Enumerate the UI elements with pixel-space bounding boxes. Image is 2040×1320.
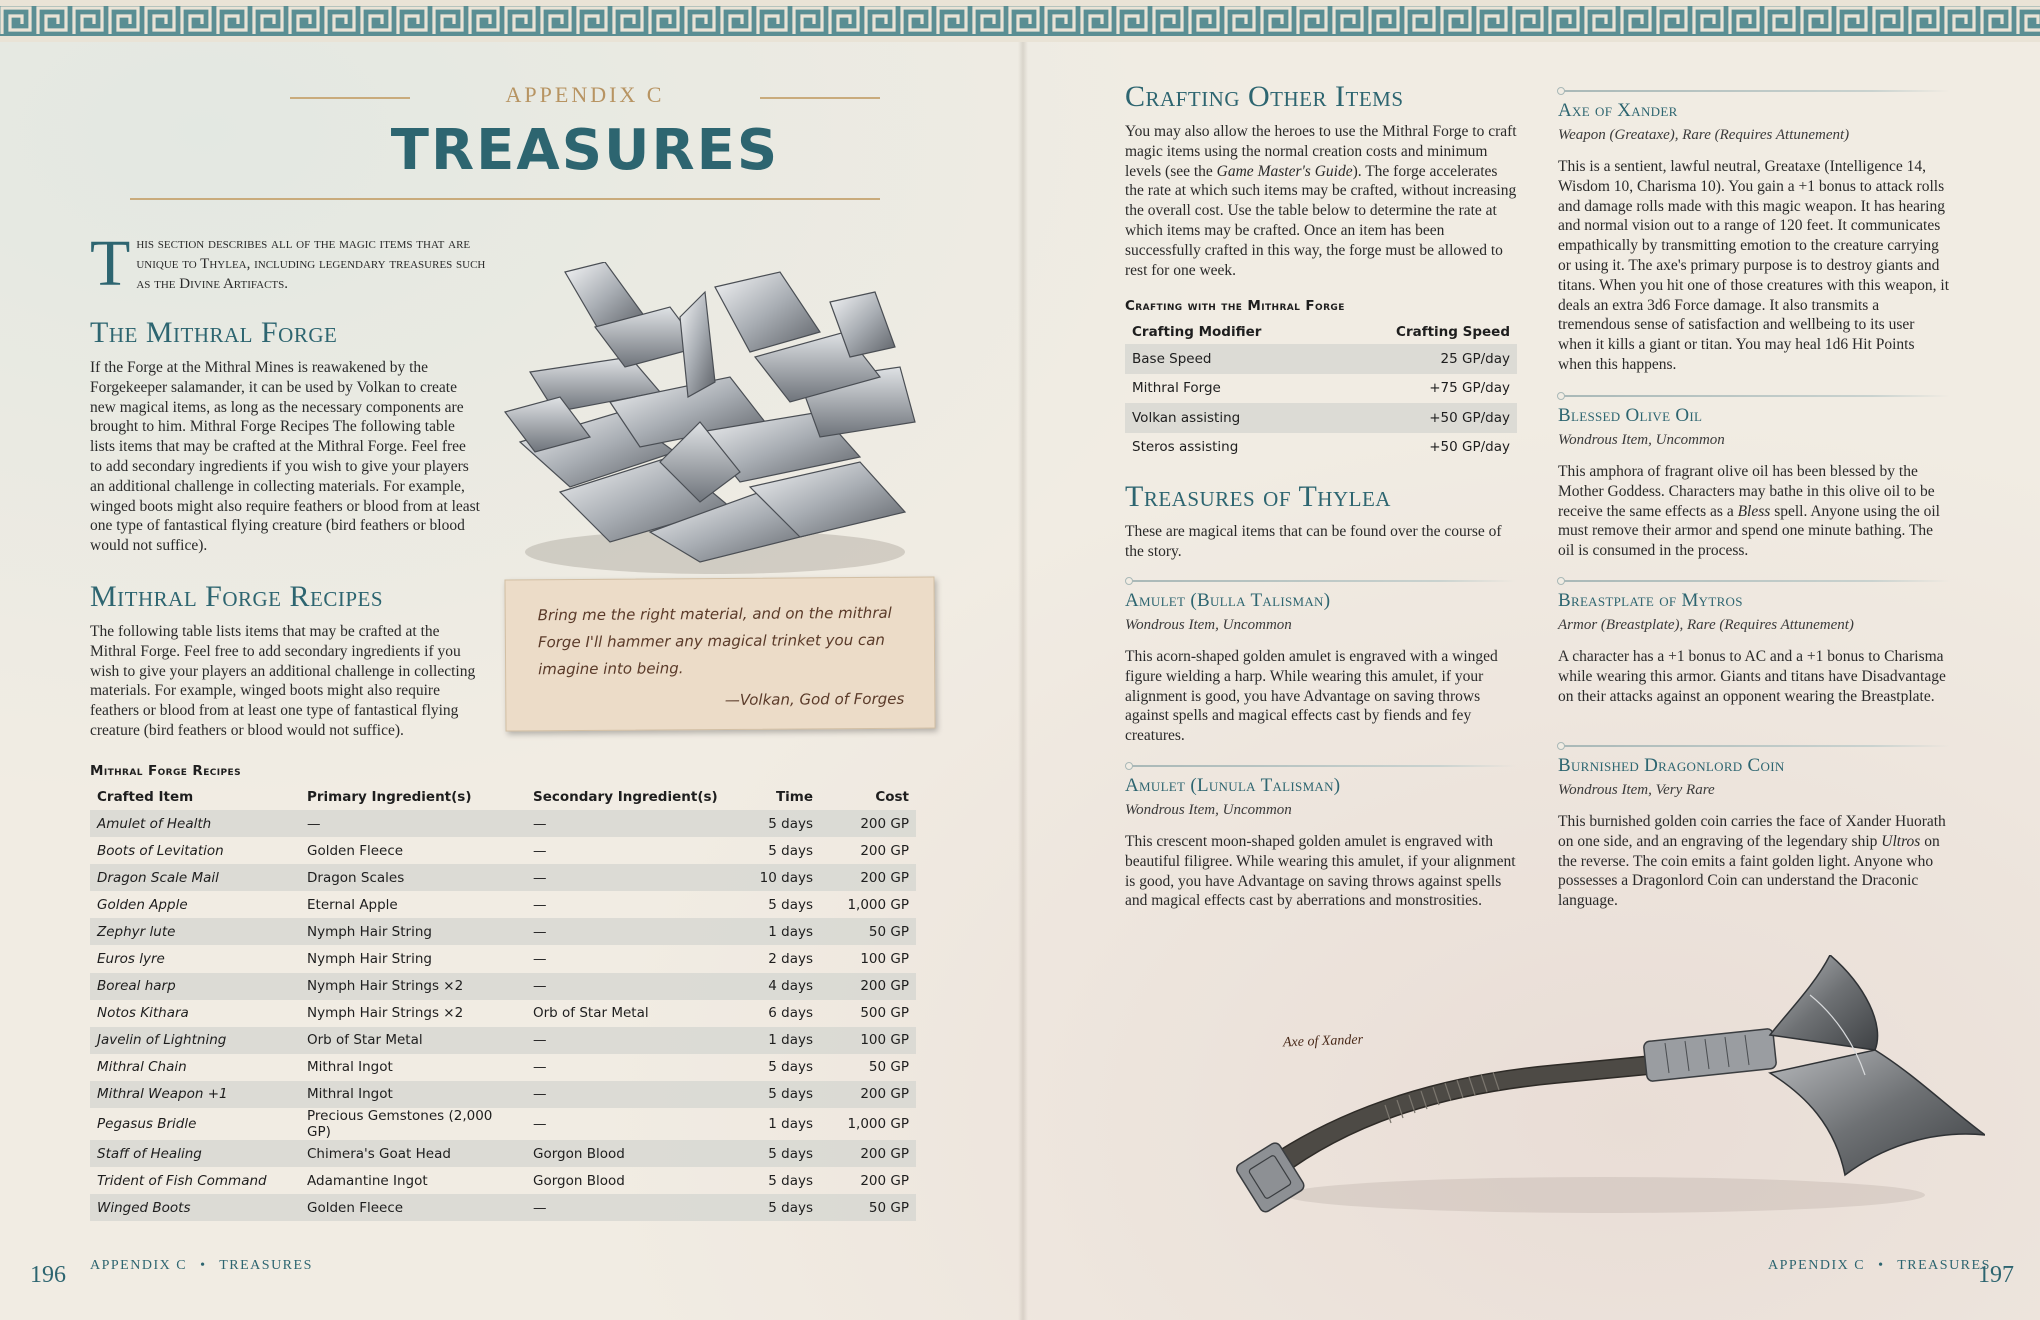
table-row xyxy=(90,1108,916,1140)
column-header: Cost xyxy=(875,789,909,805)
table-cell: — xyxy=(533,842,547,859)
running-head-section: TREASURES xyxy=(219,1258,313,1273)
recipes-table-body xyxy=(90,810,916,1221)
table-cell: Golden Fleece xyxy=(300,1194,526,1221)
table-cell: 5 days xyxy=(768,842,813,859)
table-row xyxy=(90,1081,916,1108)
table-cell: 200 GP xyxy=(820,864,916,891)
table-cell: Eternal Apple xyxy=(307,896,398,913)
section-rule xyxy=(1560,90,1950,92)
desc-part: on the reverse. The coin emits a faint golden light. Anyone who possesses a Dragonlord Coin can understand the Draconic language. xyxy=(1558,832,1940,910)
table-cell: 500 GP xyxy=(860,1005,909,1022)
table-cell: 1,000 GP xyxy=(847,896,909,913)
table-cell: Dragon Scale Mail xyxy=(90,864,300,891)
heading-mithral-forge: The Mithral Forge xyxy=(90,316,338,349)
table-header-row xyxy=(90,784,916,810)
page-gutter xyxy=(1018,42,1028,1320)
table-cell: 100 GP xyxy=(860,951,909,968)
table-cell: Staff of Healing xyxy=(90,1140,300,1167)
column-header: Time xyxy=(775,789,813,805)
running-head-label: APPENDIX C xyxy=(1768,1258,1866,1273)
table-row xyxy=(90,1140,916,1167)
table-row xyxy=(90,1027,916,1054)
table-cell: — xyxy=(526,918,726,945)
table-row xyxy=(90,1000,916,1027)
table-row xyxy=(90,918,916,945)
table-cell: Base Speed xyxy=(1125,344,1332,374)
table-cell: +50 GP/day xyxy=(1429,439,1510,456)
recipes-section-body: The following table lists items that may be crafted at the Mithral Forge. Feel free to add secondary ingredients if you wish to give your players an additional challenge in collecting materials. For example, winged boots might also require feathers or blood from at least one type of fantastical flying creature (bird feathers or blood would not suffice). xyxy=(90,623,476,739)
table-cell: 200 GP xyxy=(820,973,916,1000)
item-description xyxy=(1558,462,1950,561)
heading-crafting-other-items: Crafting Other Items xyxy=(1125,80,1404,113)
appendix-label: APPENDIX C xyxy=(505,82,665,107)
item-type: Armor (Breastplate), Rare (Requires Attunement) xyxy=(1558,617,1854,633)
running-head-section: TREASURES xyxy=(1897,1258,1991,1273)
treasures-body: These are magical items that can be found over the course of the story. xyxy=(1125,523,1502,560)
column-header: Secondary Ingredient(s) xyxy=(533,789,718,805)
recipes-table-caption: Mithral Forge Recipes xyxy=(90,763,241,779)
table-cell: Gorgon Blood xyxy=(526,1140,726,1167)
running-head-bullet: • xyxy=(1878,1258,1885,1273)
item-name: Breastplate of Mytros xyxy=(1558,590,1743,611)
item-name: Axe of Xander xyxy=(1558,100,1678,121)
column-header: Crafting Speed xyxy=(1396,324,1510,340)
table-cell: +50 GP/day xyxy=(1332,403,1517,433)
table-cell: Winged Boots xyxy=(90,1194,300,1221)
table-cell: Notos Kithara xyxy=(97,1005,189,1022)
item-type: Weapon (Greataxe), Rare (Requires Attunement) xyxy=(1558,127,1850,143)
table-cell: — xyxy=(533,1116,547,1133)
quote-note xyxy=(504,577,935,732)
table-cell: — xyxy=(533,1059,547,1076)
table-cell: Golden Apple xyxy=(97,896,188,913)
desc-part: This amphora of fragrant olive oil has been blessed by the Mother Goddess. Characters may bathe in this olive oil to be receive the same effects as a xyxy=(1558,463,1935,520)
title-underline xyxy=(130,198,880,200)
table-cell: Boreal harp xyxy=(90,973,300,1000)
table-cell: — xyxy=(526,1194,726,1221)
table-row xyxy=(1125,374,1517,404)
section-rule xyxy=(1128,765,1516,767)
table-cell: Gorgon Blood xyxy=(533,1172,625,1189)
table-cell: Pegasus Bridle xyxy=(97,1116,197,1133)
quote-attribution: —Volkan, God of Forges xyxy=(724,689,905,709)
intro-paragraph xyxy=(90,227,490,300)
table-cell: Zephyr lute xyxy=(90,918,300,945)
greek-key-pattern xyxy=(0,0,2040,42)
table-cell: Volkan assisting xyxy=(1125,403,1332,433)
table-row xyxy=(90,837,916,864)
item-description xyxy=(1558,812,1950,911)
table-cell: 1 days xyxy=(726,918,820,945)
heading-treasures-of-thylea: Treasures of Thylea xyxy=(1125,480,1391,513)
table-cell: Mithral Forge xyxy=(1132,380,1221,397)
table-cell: 5 days xyxy=(726,1140,820,1167)
table-cell: Orb of Star Metal xyxy=(300,1027,526,1054)
item-type: Wondrous Item, Very Rare xyxy=(1558,782,1715,798)
table-cell: Mithral Ingot xyxy=(300,1081,526,1108)
item-description: A character has a +1 bonus to AC and a +1 bonus to Charisma while wearing this armor. Giants and titans have Disadvantage on their attacks against an opponent wearing the Breastplate. xyxy=(1558,648,1946,705)
item-name: Amulet (Bulla Talisman) xyxy=(1125,590,1331,611)
table-cell: Steros assisting xyxy=(1132,439,1239,456)
running-head-label: APPENDIX C xyxy=(90,1258,188,1273)
item-name: Burnished Dragonlord Coin xyxy=(1558,755,1785,776)
item-name: Amulet (Lunula Talisman) xyxy=(1125,775,1341,796)
desc-part: This burnished golden coin carries the face of Xander Huorath on one side, and an engraving of the legendary ship xyxy=(1558,813,1946,850)
desc-italic: Bless xyxy=(1737,502,1771,520)
section-rule xyxy=(1560,580,1950,582)
table-cell: 2 days xyxy=(768,951,813,968)
section-rule xyxy=(1560,395,1950,397)
page-number-right: 197 xyxy=(1978,1262,2014,1288)
table-cell: 5 days xyxy=(768,1172,813,1189)
column-header: Primary Ingredient(s) xyxy=(307,789,472,805)
table-cell: — xyxy=(526,1081,726,1108)
greek-key-border xyxy=(0,0,2040,42)
drop-cap: T xyxy=(90,227,131,300)
item-name: Blessed Olive Oil xyxy=(1558,405,1703,426)
crafting-table-body xyxy=(1125,344,1517,462)
mithral-ingots-illustration xyxy=(500,262,920,582)
table-cell: 5 days xyxy=(726,810,820,837)
table-cell: 200 GP xyxy=(820,1081,916,1108)
table-row xyxy=(90,973,916,1000)
table-row xyxy=(90,891,916,918)
table-cell: Trident of Fish Command xyxy=(97,1172,267,1189)
crafting-table-caption: Crafting with the Mithral Forge xyxy=(1125,298,1345,314)
item-description: This is a sentient, lawful neutral, Greataxe (Intelligence 14, Wisdom 10, Charisma 10). You gain a +1 bonus to attack rolls and damage rolls made with this magic weapon. It has hearing and normal vision out to a range of 120 feet. It communicates empathically by transmitting emotion to the creature carrying or using it. The axe's primary purpose is to destroy giants and titans. When you hit one of those creatures with this weapon, it deals an extra 3d6 Force damage. It also transmits a tremendous sense of satisfaction and wellbeing to its user when it kills a giant or titan. You may heal 1d6 Hit Points when this happens. xyxy=(1558,158,1950,373)
table-cell: 4 days xyxy=(726,973,820,1000)
table-row xyxy=(1125,433,1517,463)
table-cell: Mithral Chain xyxy=(97,1059,187,1076)
table-cell: Chimera's Goat Head xyxy=(300,1140,526,1167)
item-type: Wondrous Item, Uncommon xyxy=(1558,432,1725,448)
table-cell: 1,000 GP xyxy=(847,1116,909,1133)
axe-of-xander-illustration xyxy=(1225,955,1985,1225)
running-head-left xyxy=(90,1258,313,1274)
table-row xyxy=(90,1194,916,1221)
table-cell: — xyxy=(526,973,726,1000)
table-cell: 5 days xyxy=(726,1194,820,1221)
crafting-table xyxy=(1125,320,1517,462)
table-cell: 200 GP xyxy=(820,1140,916,1167)
item-description: This crescent moon-shaped golden amulet is engraved with beautiful filigree. While wearing this amulet, if your alignment is good, you have Advantage on saving throws against spells and magical effects cast by aberrations and monstrosities. xyxy=(1125,833,1516,910)
heading-mithral-forge-recipes: Mithral Forge Recipes xyxy=(90,580,384,613)
section-rule xyxy=(1128,580,1516,582)
table-cell: — xyxy=(526,1027,726,1054)
table-cell: Boots of Levitation xyxy=(97,842,224,859)
desc-italic: Ultros xyxy=(1881,832,1921,850)
recipes-table xyxy=(90,784,916,1221)
table-row xyxy=(90,945,916,972)
table-cell: 1 days xyxy=(768,1116,813,1133)
table-cell: +75 GP/day xyxy=(1429,380,1510,397)
desc-part: spell. Anyone using the oil must remove their armor and spend one minute bathing. The oil is consumed in the process. xyxy=(1558,502,1940,560)
crafting-body-italic: Game Master's Guide xyxy=(1216,162,1353,180)
mithral-forge-body: If the Forge at the Mithral Mines is reawakened by the Forgekeeper salamander, it can be used by Volkan to create new magical items, as long as the necessary components are brought to him. Mithral Forge Recipes The following table lists items that may be crafted at the Mithral Forge. Feel free to add secondary ingredients if you wish to give your players an additional challenge in collecting materials. For example, winged boots might also require feathers or blood from at least one type of fantastical flying creature (bird feathers or blood would not suffice). xyxy=(90,359,480,555)
table-row xyxy=(1125,344,1517,374)
table-cell: 5 days xyxy=(768,1059,813,1076)
page-title: TREASURES xyxy=(390,118,780,183)
table-cell: 1 days xyxy=(726,1027,820,1054)
table-cell: — xyxy=(526,864,726,891)
table-row xyxy=(90,864,916,891)
table-cell: Orb of Star Metal xyxy=(533,1005,649,1022)
table-cell: Precious Gemstones (2,000 GP) xyxy=(307,1108,493,1141)
table-cell: 5 days xyxy=(768,896,813,913)
crafting-body-part: ). The forge accelerates the rate at which such items may be crafted, without increasing the overall cost. Use the table below to determine the rate at which items may be crafted. Once an item has been successfully crafted in this way, the forge must be allowed to rest for one week. xyxy=(1125,162,1517,279)
table-cell: 6 days xyxy=(768,1005,813,1022)
table-header-row xyxy=(1125,320,1517,344)
table-cell: 200 GP xyxy=(860,842,909,859)
column-header: Crafted Item xyxy=(97,789,194,805)
table-cell: Nymph Hair Strings ×2 xyxy=(300,973,526,1000)
table-cell: — xyxy=(533,896,547,913)
item-type: Wondrous Item, Uncommon xyxy=(1125,617,1292,633)
table-cell: Nymph Hair String xyxy=(300,918,526,945)
table-cell: 200 GP xyxy=(860,1172,909,1189)
table-cell: — xyxy=(526,810,726,837)
item-type: Wondrous Item, Uncommon xyxy=(1125,802,1292,818)
table-cell: Nymph Hair String xyxy=(307,951,432,968)
table-cell: 200 GP xyxy=(820,810,916,837)
table-cell: 10 days xyxy=(726,864,820,891)
column-header: Crafting Modifier xyxy=(1132,324,1262,340)
table-cell: 25 GP/day xyxy=(1332,344,1517,374)
table-cell: 50 GP xyxy=(820,1194,916,1221)
table-cell: 5 days xyxy=(726,1081,820,1108)
section-rule xyxy=(1560,745,1950,747)
table-cell: Amulet of Health xyxy=(90,810,300,837)
crafting-other-body xyxy=(1125,122,1517,280)
table-row xyxy=(1125,403,1517,433)
table-cell: — xyxy=(533,951,547,968)
running-head-bullet: • xyxy=(200,1258,207,1273)
table-cell: Javelin of Lightning xyxy=(90,1027,300,1054)
table-cell: 50 GP xyxy=(820,918,916,945)
page-number-left: 196 xyxy=(30,1262,66,1288)
intro-text: his section describes all of the magic items that are unique to Thylea, including legendary treasures such as the Divine Artifacts. xyxy=(136,236,486,292)
table-cell: Adamantine Ingot xyxy=(307,1172,428,1189)
table-row xyxy=(90,1054,916,1081)
table-row xyxy=(90,1167,916,1194)
running-head-right xyxy=(1768,1258,1991,1274)
table-cell: — xyxy=(300,810,526,837)
table-cell: 50 GP xyxy=(868,1059,909,1076)
table-cell: Dragon Scales xyxy=(300,864,526,891)
table-cell: Euros lyre xyxy=(97,951,165,968)
axe-caption: Axe of Xander xyxy=(1282,1032,1364,1051)
table-cell: Mithral Ingot xyxy=(307,1059,393,1076)
crafting-body-part: You may also allow the heroes to use the Mithral Forge to craft magic items using the normal creation costs and minimum levels (see the xyxy=(1125,123,1517,180)
table-cell: Golden Fleece xyxy=(307,842,404,859)
table-cell: Nymph Hair Strings ×2 xyxy=(307,1005,464,1022)
item-description: This acorn-shaped golden amulet is engraved with a winged figure wielding a harp. While wearing this amulet, if your alignment is good, you have Advantage on saving throws against spells and magical effects cast by fiends and fey creatures. xyxy=(1125,648,1498,745)
table-row xyxy=(90,810,916,837)
table-cell: 100 GP xyxy=(820,1027,916,1054)
quote-text: Bring me the right material, and on the mithral Forge I'll hammer any magical trinket you can imagine into being. xyxy=(537,603,892,679)
table-cell: Mithral Weapon +1 xyxy=(90,1081,300,1108)
